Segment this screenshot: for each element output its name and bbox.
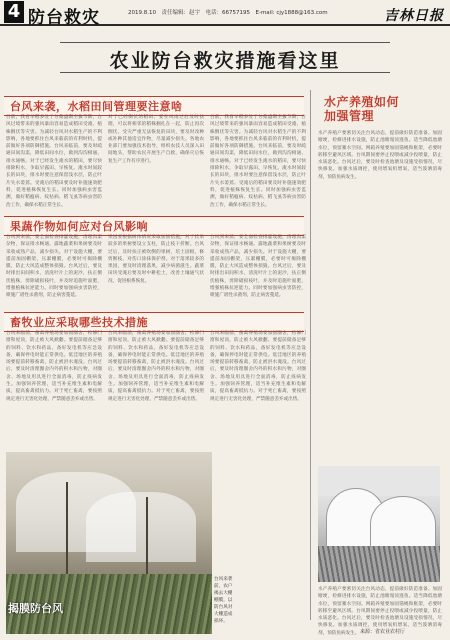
article-fruit-col3: 台风到来前，要全面检查排灌设施，清理沟渠杂物，保证排水畅通。露地蔬菜和果树要及时采收成熟产品，减少损失。对于设施大棚，要提前加固棚架，压紧棚膜，必要时可揭除棚膜，防止大风造成整体损毁。台风过后，要及时排出田间积水，清洗叶片上的泥沙，扶正倒伏植株，剪除破损枝叶，并及时追施叶面肥，增强植株抗逆能力。同时要加强病虫害防控，喷施广谱性杀菌剂，防止病害蔓延。: [210, 235, 306, 299]
greenhouse-photo: [318, 466, 440, 582]
page-headline: 农业防台救灾措施看这里: [109, 50, 341, 72]
masthead: [0, 0, 450, 26]
article-aquaculture-col: 水产养殖户要密切关注台风动态，提前做好防范准备。加固塘埂，检修进排水设施，防止池塘漫顶逃鱼。适当降低池塘水位，预留蓄水空间。网箱养殖要加固锚绳和框架，必要时转移至避风区域。台风期间要停止投喂或减少投喂量，防止水质恶化。台风过后，要及时检查池塘及设施受损情况，尽快修复。加强水质调控，使用增氧机增氧，适当泼洒消毒剂，预防鱼病发生。: [318, 131, 442, 180]
headline-rule-top: [60, 42, 390, 43]
article-livestock-col3: 台风来临前，畜禽养殖场要加固圈舍，检修门窗和屋顶，防止被大风掀翻。要提前储备足够的饲料、饮水和药品，备好发电机等应急设备，确保停电时能正常供电。低洼地区的养殖场要提前转移畜禽，防止被洪水淹没。台风过后，要及时清理圈舍内外的积水和污物，对圈舍、场地及用具进行全面消毒，防止疫病发生。加强饲养管理，适当补充维生素和电解质，提高畜禽抵抗力。对于死亡畜禽，要按照规定进行无害化处理，严禁随意丢弃或出售。: [210, 331, 306, 402]
article-livestock-col1: 台风来临前，畜禽养殖场要加固圈舍，检修门窗和屋顶，防止被大风掀翻。要提前储备足够的饲料、饮水和药品，备好发电机等应急设备，确保停电时能正常供电。低洼地区的养殖场要提前转移畜禽，防止被洪水淹没。台风过后，要及时清理圈舍内外的积水和污物，对圈舍、场地及用具进行全面消毒，防止疫病发生。加强饲养管理，适当补充维生素和电解质，提高畜禽抵抗力。对于死亡畜禽，要按照规定进行无害化处理，严禁随意丢弃或出售。: [6, 331, 102, 402]
article-fruit-col1: 台风到来前，要全面检查排灌设施，清理沟渠杂物，保证排水畅通。露地蔬菜和果树要及时采收成熟产品，减少损失。对于设施大棚，要提前加固棚架，压紧棚膜，必要时可揭除棚膜，防止大风造成整体损毁。台风过后，要及时排出田间积水，清洗叶片上的泥沙，扶正倒伏植株，剪除破损枝叶，并及时追施叶面肥，增强植株抗逆能力。同时要加强病虫害防控，喷施广谱性杀菌剂，防止病害蔓延。: [6, 235, 102, 299]
article-rice-col2: 对于已经倒伏的稻田，要在风雨过后及时扶理，可以将相邻的稻株捆扎在一起，防止再次倒伏。受灾严重无法恢复的田块，要及时改种或补种其他适宜作物，尽量减少损失。各地农业部门要加强技术指导，组织农技人员深入田间地头，帮助农民开展生产自救，确保灾后恢复生产工作有序进行。: [108, 115, 204, 164]
subhead-rice: 台风来袭，水稻田间管理要注意啥: [4, 96, 304, 116]
subhead-livestock: 畜牧业应采取哪些技术措施: [4, 312, 304, 332]
section-name: 防台救灾: [28, 8, 100, 28]
photo-caption-title: 揭膜防台风: [8, 602, 63, 615]
column-divider: [310, 90, 311, 620]
article-fruit-col2: 果园要根据树体情况采取加固措施，对于挂果较多的果树要设立支柱，防止枝干折断。台风过后，及时扶正被吹倒的果树，培土固根，修剪断枝，对伤口涂抹保护剂。对于落果较多的果园，要及时清理落果，减少病菌滋生。蔬菜田块受淹后要及时中耕松土，改善土壤通气状况，促进根系恢复。: [108, 235, 204, 284]
article-rice-col1: 目前，我省早稻多处于分蘖盛期至拔节期，台风过境带来的强风暴雨容易造成稻田受淹、植株倒伏等灾害。为减轻台风对水稻生产的不利影响，各地要抓住台风来临前的有利时机，提前做好各项防御措施。台风来临前，要及时疏通田间沟渠，降低田间水位，做到沟沟相通、排水通畅。对于已经发生淹水的稻田，要尽快排除积水，争取早露田、早恢复。淹水时间较长的田块，排水时要注意保留浅水层，防止叶片失水萎蔫。受淹后的稻田要及时补施速效肥料，促进植株恢复生长。同时加强病虫害监测，做好稻瘟病、纹枯病、稻飞虱等病虫害防治工作，确保水稻正常生长。: [6, 115, 102, 208]
masthead-meta: 2019.8.10 责任编辑：赵宇 电话：66757195 E-mail: cjy1888@163.com: [128, 10, 328, 16]
headline-rule-bottom: [60, 72, 390, 73]
article-livestock-col2: 台风来临前，畜禽养殖场要加固圈舍，检修门窗和屋顶，防止被大风掀翻。要提前储备足够的饲料、饮水和药品，备好发电机等应急设备，确保停电时能正常供电。低洼地区的养殖场要提前转移畜禽，防止被洪水淹没。台风过后，要及时清理圈舍内外的积水和污物，对圈舍、场地及用具进行全面消毒，防止疫病发生。加强饲养管理，适当补充维生素和电解质，提高畜禽抵抗力。对于死亡畜禽，要按照规定进行无害化处理，严禁随意丢弃或出售。: [108, 331, 204, 402]
subhead-aquaculture: 水产养殖如何加强管理: [324, 95, 400, 123]
article-aquaculture-tail: 水产养殖户要密切关注台风动态，提前做好防范准备。加固塘埂，检修进排水设施，防止池塘漫顶逃鱼。适当降低池塘水位，预留蓄水空间。网箱养殖要加固锚绳和框架，必要时转移至避风区域。台风期间要停止投喂或减少投喂量，防止水质恶化。台风过后，要及时检查池塘及设施受损情况，尽快修复。加强水质调控，使用增氧机增氧，适当泼洒消毒剂，预防鱼病发生。: [318, 587, 442, 636]
subhead-fruit-veg: 果蔬作物如何应对台风影响: [4, 216, 304, 236]
source-note: 来源：省农业农村厅: [360, 629, 406, 635]
page-number: 4: [4, 1, 24, 23]
photo-caption-text: 台风来袭前，农户揭去大棚棚膜，以防台风对大棚造成损坏。: [214, 577, 233, 624]
paper-name-logo: 吉林日报: [384, 8, 444, 24]
article-rice-col3: 目前，我省早稻多处于分蘖盛期至拔节期，台风过境带来的强风暴雨容易造成稻田受淹、植株倒伏等灾害。为减轻台风对水稻生产的不利影响，各地要抓住台风来临前的有利时机，提前做好各项防御措施。台风来临前，要及时疏通田间沟渠，降低田间水位，做到沟沟相通、排水通畅。对于已经发生淹水的稻田，要尽快排除积水，争取早露田、早恢复。淹水时间较长的田块，排水时要注意保留浅水层，防止叶片失水萎蔫。受淹后的稻田要及时补施速效肥料，促进植株恢复生长。同时加强病虫害监测，做好稻瘟病、纹枯病、稻飞虱等病虫害防治工作，确保水稻正常生长。: [210, 115, 306, 208]
